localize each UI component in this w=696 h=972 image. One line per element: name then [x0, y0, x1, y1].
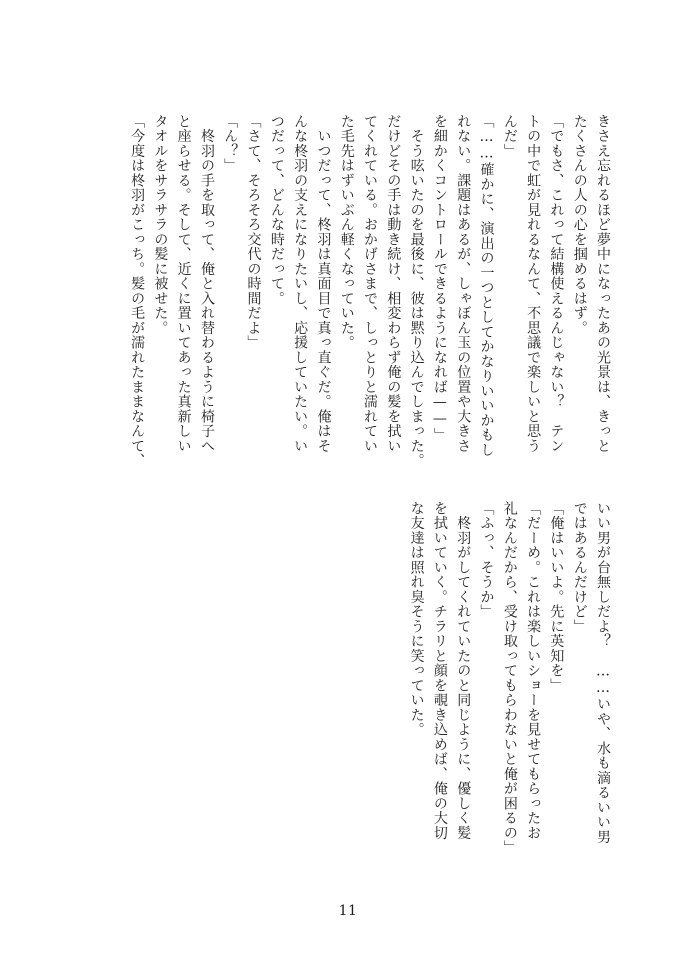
text-line: 柊羽がしてくれていたのと同じように、優しく髪 — [455, 501, 472, 841]
text-line: 「今度は柊羽がこっち。髪の毛が濡れたままなんて、 — [129, 114, 146, 468]
text-line: た毛先はずいぶん軽くなっていた。 — [338, 114, 355, 350]
text-line: タオルをサラサラの髪に被せた。 — [152, 114, 169, 336]
text-line: てくれている。おかげさまで、しっとりと濡れてい — [362, 114, 379, 454]
text-line: な友達は照れ臭そうに笑っていた。 — [408, 501, 425, 737]
lower-text-block — [324, 501, 614, 873]
text-line: 「俺はいいよ。先に英知を」 — [548, 501, 565, 693]
text-line: だけどその手は動き続け、相変わらず俺の髪を拭い — [385, 114, 402, 454]
text-line: 「でもさ、これって結構使えるんじゃない？ テン — [548, 114, 565, 454]
text-line: そう呟いたのを最後に、彼は黙り込んでしまった。 — [408, 114, 425, 468]
text-line: きさえ忘れるほど夢中になったあの光景は、きっと — [595, 114, 611, 454]
text-line: んな柊羽の支えになりたいし、応援していたい。い — [292, 114, 309, 454]
upper-text-block — [114, 114, 614, 486]
text-line: たくさんの人の心を掴めるはず。 — [571, 114, 588, 336]
text-line: 「ん？」 — [222, 114, 239, 173]
text-line: んだ」 — [501, 114, 518, 159]
page-number: 11 — [338, 903, 358, 919]
text-line: 「ふっ、そうか」 — [478, 501, 495, 619]
text-line: ではあるんだけど」 — [571, 501, 588, 634]
text-line: いつだって、柊羽は真面目で真っ直ぐだ。俺はそ — [315, 114, 332, 454]
text-line: と座らせる。そして、近くに置いてあった真新しい — [175, 114, 192, 454]
text-line: を拭いていく。チラリと顔を覗き込めば、俺の大切 — [431, 501, 448, 841]
text-line: 「さて、そろそろ交代の時間だよ」 — [245, 114, 262, 350]
text-line: 「……確かに、演出の一つとしてかなりいいかもし — [478, 114, 495, 458]
text-line: 礼なんだから、受け取ってもらわないと俺が困るの」 — [501, 501, 518, 855]
text-line: を細かくコントロールできるようになれば——」 — [431, 114, 448, 443]
text-line: 柊羽の手を取って、俺と入れ替わるように椅子へ — [198, 114, 215, 454]
text-line: いい男が台無しだよ？ ……いや、水も滴るいい男 — [595, 501, 611, 845]
text-line: つだって、どんな時だって。 — [268, 114, 285, 306]
text-line: トの中で虹が見れるなんて、不思議で楽しいと思う — [525, 114, 542, 454]
text-line: れない。課題はあるが、しゃぼん玉の位置や大きさ — [455, 114, 472, 454]
text-line: 「だーめ。これは楽しいショーを見せてもらったお — [525, 501, 542, 841]
